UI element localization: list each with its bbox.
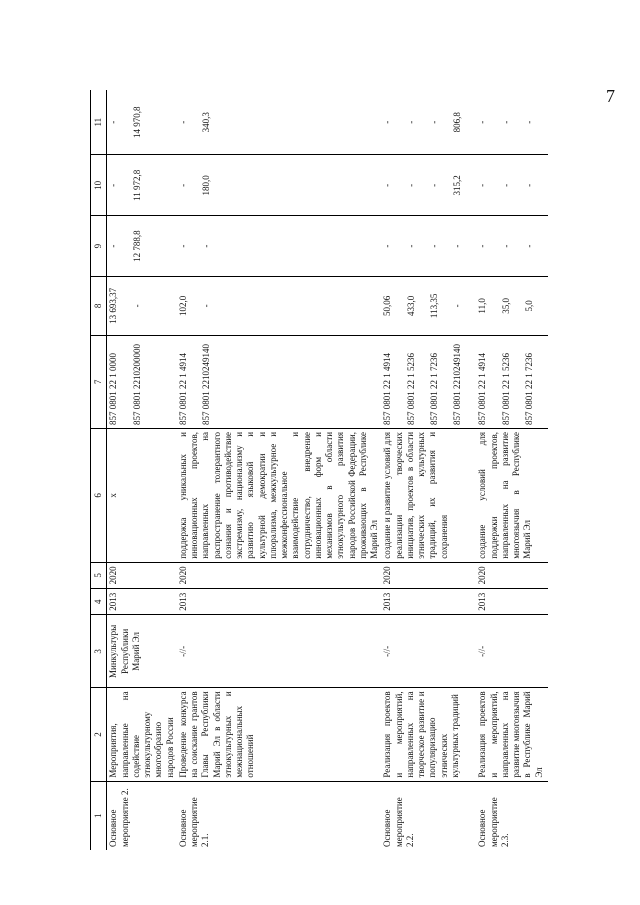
row-value-col10-line: 11 972,8 bbox=[131, 169, 142, 201]
col-header-10: 10 bbox=[91, 155, 107, 216]
row-value-col8-line: - bbox=[131, 304, 142, 308]
row-value-col10-line: - bbox=[382, 183, 393, 187]
row-value-col9-line: - bbox=[177, 244, 188, 248]
row-activity-title: Реализация проектов и мероприятий, направленных на развитие многоязычия в Республике Марий Эл bbox=[476, 688, 548, 781]
row-value-col11-line: - bbox=[108, 120, 119, 124]
row-budget-code-line: 857 0801 22 1 4914 bbox=[382, 352, 393, 425]
row-value-col11-line: - bbox=[177, 120, 188, 124]
row-budget-code-line: 857 0801 22 1 0000 bbox=[108, 352, 119, 425]
row-activity-id: Основное мероприятие 2.1. bbox=[177, 797, 211, 847]
rotated-table-container bbox=[90, 90, 610, 850]
row-value-col10-line: - bbox=[177, 183, 188, 187]
row-budget-code-line: 857 0801 22 1 4914 bbox=[477, 352, 488, 425]
row-value-col9-line: - bbox=[201, 244, 211, 248]
row-value-col8 bbox=[107, 277, 177, 336]
col-header-11: 11 bbox=[91, 90, 107, 155]
row-budget-code-line: 857 0801 22 1 7236 bbox=[523, 352, 534, 425]
row-budget-code bbox=[476, 335, 548, 428]
col-header-6: 6 bbox=[91, 428, 107, 562]
col-header-4: 4 bbox=[91, 589, 107, 615]
col-header-3: 3 bbox=[91, 615, 107, 688]
col-header-5: 5 bbox=[91, 562, 107, 588]
row-value-col11 bbox=[107, 90, 177, 155]
row-value-col8-line: 433,0 bbox=[405, 295, 416, 317]
column-number-row bbox=[91, 90, 107, 850]
row-value-col8-line: 13 693,37 bbox=[108, 287, 119, 324]
col-header-7: 7 bbox=[91, 335, 107, 428]
col-header-8: 8 bbox=[91, 277, 107, 336]
row-activity-title: Реализация проектов и мероприятий, направленных на творческое развитие и популяризацию этнических культурных традиций bbox=[381, 688, 476, 781]
row-value-col10-line: - bbox=[428, 183, 439, 187]
table-row bbox=[107, 90, 177, 850]
row-value-col9-line: - bbox=[523, 244, 534, 248]
row-value-col9 bbox=[177, 216, 382, 277]
row-budget-code bbox=[107, 335, 177, 428]
page-number: 7 bbox=[606, 86, 615, 106]
row-budget-code-line: 857 0801 2210249140 bbox=[201, 343, 211, 425]
row-value-col11-line: - bbox=[405, 120, 416, 124]
row-executor: -//- bbox=[381, 615, 476, 688]
row-value-col9-line: - bbox=[382, 244, 393, 248]
row-value-col10-line: - bbox=[500, 183, 511, 187]
row-value-col9-line: - bbox=[108, 244, 119, 248]
row-value-col9 bbox=[381, 216, 476, 277]
row-activity-id: Основное мероприятие 2.3. bbox=[477, 797, 510, 847]
row-value-col10-line: 180,0 bbox=[201, 175, 211, 196]
row-value-col8-line: 5,0 bbox=[523, 300, 534, 312]
row-value-col11-line: 806,8 bbox=[452, 112, 462, 133]
row-end-year: 2020 bbox=[476, 562, 548, 588]
row-value-col10-line: - bbox=[477, 183, 488, 187]
row-start-year: 2013 bbox=[107, 589, 177, 615]
row-value-col9 bbox=[107, 216, 177, 277]
row-start-year: 2013 bbox=[476, 589, 548, 615]
row-value-col8-line: - bbox=[201, 304, 211, 308]
row-value-col10 bbox=[177, 155, 382, 216]
row-value-col9-line: - bbox=[428, 244, 439, 248]
row-budget-code-line: 857 0801 2210200000 bbox=[131, 343, 142, 425]
row-value-col10 bbox=[107, 155, 177, 216]
row-value-col9-line: - bbox=[477, 244, 488, 248]
row-value-col11-line: - bbox=[500, 120, 511, 124]
row-value-col8-line: 113,35 bbox=[428, 293, 439, 319]
row-expected-result: создание условий для поддержки проектов, направленных на развитие многоязычия в Республике Марий Эл bbox=[476, 428, 548, 562]
row-executor: Минкультуры Республики Марий Эл bbox=[107, 615, 177, 688]
row-value-col10-line: - bbox=[405, 183, 416, 187]
row-value-col11-line: 340,3 bbox=[201, 112, 211, 133]
program-table bbox=[90, 90, 548, 850]
row-budget-code bbox=[381, 335, 476, 428]
row-value-col8-line: 11,0 bbox=[477, 298, 488, 314]
row-activity-id: Основное мероприятие 2.2. bbox=[382, 797, 415, 847]
table-row bbox=[177, 90, 382, 850]
row-activity-title: Мероприятия, направленные на содействие этнокультурному многообразию народов России bbox=[107, 688, 177, 781]
row-executor: -//- bbox=[476, 615, 548, 688]
row-value-col10 bbox=[381, 155, 476, 216]
row-value-col9-line: 12 788,8 bbox=[131, 230, 142, 262]
row-value-col8-line: 50,06 bbox=[382, 295, 393, 317]
row-activity-id: Основное мероприятие 2. bbox=[108, 788, 130, 847]
row-expected-result: поддержка уникальных и инновационных проектов, направленных на распространение толерантного сознания и противодействие экстремизму, национализму и развитию языковой и культурной демократии и плюрализма, межкультурное и межконфессиональное взаимодействие и сотрудничество, внедрение инновационных форм и механизмов в области этнокультурного развития народов Российской Федерации, проживающих в Республике Марий Эл bbox=[177, 428, 382, 562]
row-value-col8-line: - bbox=[452, 304, 462, 308]
row-start-year: 2013 bbox=[177, 589, 382, 615]
row-budget-code bbox=[177, 335, 382, 428]
row-value-col11-line: - bbox=[428, 120, 439, 124]
row-value-col10-line: - bbox=[108, 183, 119, 187]
row-value-col8 bbox=[476, 277, 548, 336]
row-value-col9-line: - bbox=[405, 244, 416, 248]
table-row bbox=[476, 90, 548, 850]
row-value-col11-line: 14 970,8 bbox=[131, 106, 142, 138]
row-budget-code-line: 857 0801 2210249140 bbox=[452, 343, 462, 425]
table-row bbox=[381, 90, 476, 850]
row-value-col8 bbox=[177, 277, 382, 336]
col-header-2: 2 bbox=[91, 688, 107, 781]
row-budget-code-line: 857 0801 22 1 7236 bbox=[428, 352, 439, 425]
row-executor: -//- bbox=[177, 615, 382, 688]
row-budget-code-line: 857 0801 22 1 5236 bbox=[500, 352, 511, 425]
row-value-col8-line: 102,0 bbox=[177, 295, 188, 317]
table-body bbox=[107, 90, 548, 850]
row-end-year: 2020 bbox=[381, 562, 476, 588]
row-value-col10 bbox=[476, 155, 548, 216]
row-end-year: 2020 bbox=[107, 562, 177, 588]
row-value-col10-line: 315,2 bbox=[452, 175, 462, 196]
row-expected-result: создание и развитие условий для реализации творческих инициатив, проектов в области этнических культурных традиций, их развития и сохранения bbox=[381, 428, 476, 562]
row-value-col11 bbox=[381, 90, 476, 155]
row-value-col11 bbox=[476, 90, 548, 155]
row-expected-result: x bbox=[107, 428, 177, 562]
row-value-col11 bbox=[177, 90, 382, 155]
row-value-col9 bbox=[476, 216, 548, 277]
row-value-col11-line: - bbox=[382, 120, 393, 124]
row-value-col11-line: - bbox=[477, 120, 488, 124]
row-budget-code-line: 857 0801 22 1 4914 bbox=[177, 352, 188, 425]
row-activity-title: Проведение конкурса на соискание грантов Главы Республики Марий Эл в области этнокультурных и межнациональных отношений bbox=[177, 688, 382, 781]
col-header-9: 9 bbox=[91, 216, 107, 277]
row-value-col9-line: - bbox=[452, 244, 462, 248]
row-budget-code-line: 857 0801 22 1 5236 bbox=[405, 352, 416, 425]
row-start-year: 2013 bbox=[381, 589, 476, 615]
row-end-year: 2020 bbox=[177, 562, 382, 588]
row-value-col11-line: - bbox=[523, 120, 534, 124]
row-value-col8 bbox=[381, 277, 476, 336]
row-value-col9-line: - bbox=[500, 244, 511, 248]
col-header-1: 1 bbox=[91, 781, 107, 850]
row-value-col10-line: - bbox=[523, 183, 534, 187]
row-value-col8-line: 35,0 bbox=[500, 298, 511, 314]
